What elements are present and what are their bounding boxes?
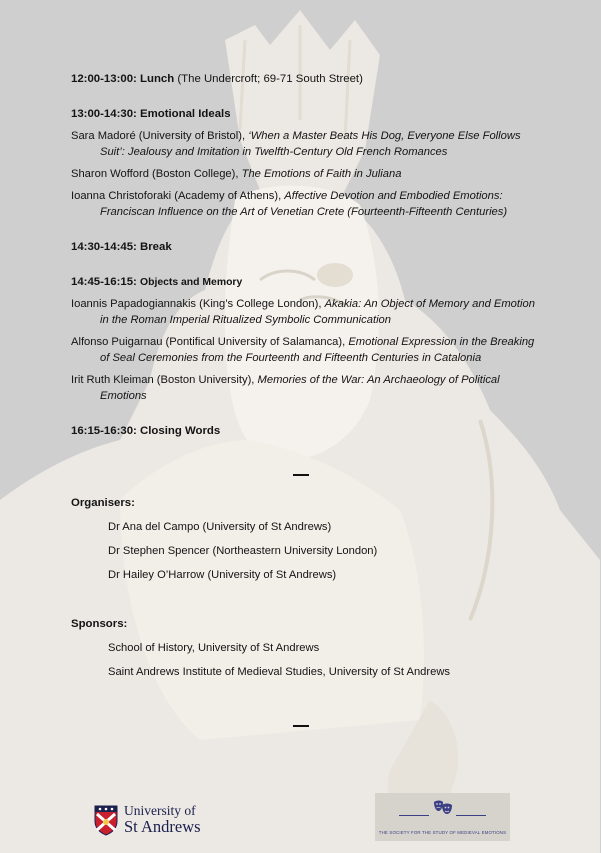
university-name-line2: St Andrews xyxy=(124,817,201,836)
talk-title: ‘When a Master Beats His Dog, Everyone Else Follows xyxy=(248,130,521,142)
break-heading: 14:30-14:45: Break xyxy=(71,241,172,253)
talk-entry xyxy=(71,296,541,328)
section-divider xyxy=(293,725,309,727)
society-name: THE SOCIETY FOR THE STUDY OF MEDIEVAL EMOTIONS xyxy=(378,830,507,835)
theatre-masks-icon xyxy=(433,800,453,816)
talk-entry xyxy=(71,334,541,366)
closing-heading: 16:15-16:30: Closing Words xyxy=(71,425,221,437)
talk-entry xyxy=(71,166,541,182)
society-logo xyxy=(375,793,510,841)
sponsor-item: School of History, University of St Andrews xyxy=(108,642,320,654)
talk-title-cont: of Seal Ceremonies from the Fourteenth and Fifteenth Centuries in Catalonia xyxy=(100,352,482,364)
objects-memory-heading xyxy=(71,275,242,290)
university-name-line1: University of xyxy=(124,803,196,818)
talk-title: The Emotions of Faith in Juliana xyxy=(241,168,402,180)
talk-title: Affective Devotion and Embodied Emotions: xyxy=(284,190,503,202)
talk-speaker: Irit Ruth Kleiman (Boston University), xyxy=(71,374,255,386)
university-logo xyxy=(94,803,224,839)
talk-title-cont: Suit’: Jealousy and Imitation in Twelfth-Century Old French Romances xyxy=(100,146,448,158)
lunch-label: Lunch xyxy=(140,73,175,85)
talk-title-cont: Emotions xyxy=(100,390,147,402)
organisers-label: Organisers: xyxy=(71,497,135,509)
talk-speaker: Ioanna Christoforaki (Academy of Athens), xyxy=(71,190,282,202)
talk-title-cont: Franciscan Influence on the Art of Venetian Crete (Fourteenth-Fifteenth Centuries) xyxy=(100,206,508,218)
organiser-item: Dr Ana del Campo (University of St Andrews) xyxy=(108,521,332,533)
sponsor-item: Saint Andrews Institute of Medieval Studies, University of St Andrews xyxy=(108,666,451,678)
talk-speaker: Ioannis Papadogiannakis (King’s College London), xyxy=(71,298,322,310)
talk-entry xyxy=(71,372,541,404)
talk-title: Memories of the War: An Archaeology of Political xyxy=(257,374,500,386)
talk-entry xyxy=(71,188,541,220)
society-rule-left xyxy=(399,815,429,816)
society-rule-right xyxy=(456,815,486,816)
talk-speaker: Sharon Wofford (Boston College), xyxy=(71,168,239,180)
talk-title-cont: in the Roman Imperial Ritualized Symbolic Communication xyxy=(100,314,391,326)
lunch-venue: (The Undercroft; 69-71 South Street) xyxy=(177,73,363,85)
organiser-item: Dr Stephen Spencer (Northeastern University London) xyxy=(108,545,378,557)
objects-memory-label: Objects and Memory xyxy=(140,277,243,288)
objects-memory-time: 14:45-16:15: xyxy=(71,276,137,288)
emotional-ideals-heading: 13:00-14:30: Emotional Ideals xyxy=(71,108,231,120)
organiser-item: Dr Hailey O’Harrow (University of St Andrews) xyxy=(108,569,337,581)
talk-speaker: Alfonso Puigarnau (Pontifical University of Salamanca), xyxy=(71,336,346,348)
sponsors-label: Sponsors: xyxy=(71,618,128,630)
section-divider xyxy=(293,474,309,476)
talk-title: Emotional Expression in the Breaking xyxy=(348,336,535,348)
university-crest-icon xyxy=(94,804,118,836)
lunch-heading xyxy=(71,72,363,86)
lunch-time: 12:00-13:00: xyxy=(71,73,137,85)
talk-title: Akakia: An Object of Memory and Emotion xyxy=(324,298,535,310)
talk-speaker: Sara Madoré (University of Bristol), xyxy=(71,130,246,142)
talk-entry xyxy=(71,128,541,160)
